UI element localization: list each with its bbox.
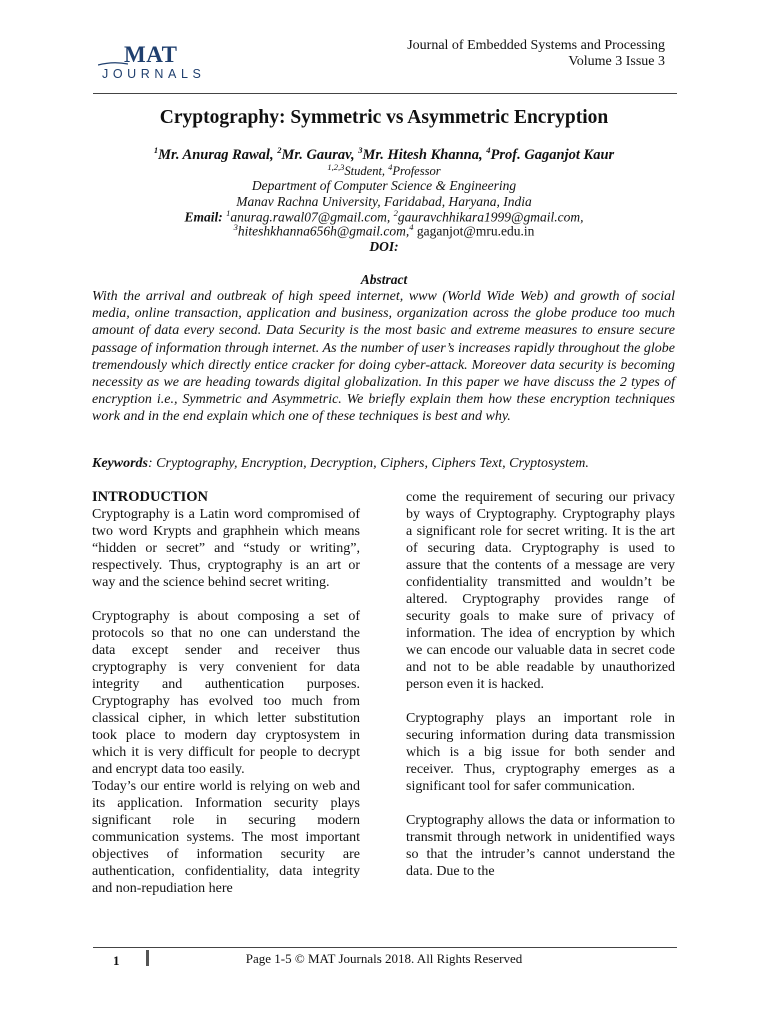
abstract-text: With the arrival and outbreak of high speed internet, www (World Wide Web) and growth of social media, online transaction, application and business, organization across the globe produce too much amount of data every second. Data Security is the most basic and extreme measures to ensure secure passage of information through internet. As the number of user’s increases rapidly throughout the globe tremendously which directly entice cracker for doing cyber-attack. Moreover data security is becoming necessity as we are heading towards digital globalization. In this paper we have discuss the 2 types of encryption i.e., Symmetric and Asymmetric. We briefly explain them how these encryption techniques work and in the end explain which one of these techniques is best and why. xyxy=(92,289,675,425)
university: Manav Rachna University, Faridabad, Haryana, India xyxy=(236,194,532,209)
email-label: Email: xyxy=(184,209,223,225)
email-sup: 4 xyxy=(409,222,414,232)
department: Department of Computer Science & Engineering xyxy=(251,178,517,193)
abstract-heading: Abstract xyxy=(360,272,408,287)
page-number: 1 xyxy=(113,953,120,968)
paragraph: Cryptography allows the data or information to transmit through network in unidentified ways so that the intruder’s cannot understand the data. Due to the xyxy=(406,813,675,879)
author-name: Mr. Gaurav, xyxy=(281,146,359,163)
paragraph: Cryptography is a Latin word compromised of two word Krypts and graphhein which means “hidden or secret” and “study or writing”, respectively. Thus, cryptography is an art or way and the science behind secret writing. xyxy=(92,507,360,590)
paragraph: Cryptography is about composing a set of protocols so that no one can understand the data except sender and receiver thus cryptography is very convenient for data integrity and authentication purposes. Cryptography has evolved too much from classical cipher, in which letter substitution took place to modern day cryptosystem in which it is very difficult for people to decrypt and encrypt data too easily. xyxy=(92,609,360,777)
author-sup: 2 xyxy=(277,145,282,155)
journal-name: Journal of Embedded Systems and Processing xyxy=(407,38,665,53)
journal-volume: Volume 3 Issue 3 xyxy=(568,54,665,69)
email-link[interactable]: hiteshkhanna656h@gmail.com, xyxy=(237,223,410,239)
role-professor: Professor xyxy=(392,164,441,179)
author-roles xyxy=(0,162,768,179)
left-column xyxy=(92,489,360,897)
author-name: Prof. Gaganjot Kaur xyxy=(490,146,615,163)
keywords xyxy=(92,456,675,472)
journal-header xyxy=(407,38,665,70)
email-sup: 1 xyxy=(226,208,231,218)
doi-label: DOI: xyxy=(369,239,399,254)
author-sup: 1 xyxy=(153,145,159,155)
footer-copyright: Page 1-5 © MAT Journals 2018. All Rights Reserved xyxy=(245,951,523,966)
email-sup: 3 xyxy=(233,222,238,232)
email-link[interactable]: gauravchhikara1999@gmail.com, xyxy=(397,209,584,225)
email-link[interactable]: gaganjot@mru.edu.in xyxy=(413,223,535,239)
author-sup: 4 xyxy=(486,145,491,155)
footer-divider xyxy=(93,947,677,948)
keywords-label: Keywords xyxy=(92,456,148,471)
author-sup: 3 xyxy=(358,145,363,155)
paragraph: Today’s our entire world is relying on web and its application. Information security plays significant role in securing modern communication systems. The most important objectives of information security are authentication, confidentiality, data integrity and non-repudiation here xyxy=(92,779,360,896)
header-divider xyxy=(93,93,677,94)
logo-journals-text: JOURNALS xyxy=(102,67,206,81)
email-sup: 2 xyxy=(393,208,398,218)
paragraph: Cryptography plays an important role in securing information during data transmission which is a big issue for both sender and receiver. Thus, cryptography emerges as a significant tool for safer communication. xyxy=(406,711,675,794)
author-list xyxy=(0,145,768,164)
right-column xyxy=(406,489,675,880)
author-name: Mr. Anurag Rawal, xyxy=(158,146,278,163)
role-student: Student, xyxy=(344,164,389,179)
logo-mat-text: MAT xyxy=(124,42,178,67)
role-sup: 1,2,3 xyxy=(327,162,345,172)
author-name: Mr. Hitesh Khanna, xyxy=(362,146,487,163)
paragraph: come the requirement of securing our privacy by ways of Cryptography. Cryptography plays a significant role for secret writing. It is the art of securing data. Cryptography is used to assure that the contents of a message are very confidentiality transmitted and wouldn’t be altered. Cryptography provides range of security goals to make sure of privacy of information. The idea of encryption by which we can encode our valuable data in secret code and not to be able readable by unauthorized person even it is hacked. xyxy=(406,490,675,692)
role-sup: 4 xyxy=(388,162,393,172)
email-link[interactable]: anurag.rawal07@gmail.com, xyxy=(230,209,394,225)
introduction-heading: INTRODUCTION xyxy=(92,489,209,505)
mat-journals-logo xyxy=(98,42,210,86)
keywords-text: : Cryptography, Encryption, Decryption, Ciphers, Ciphers Text, Cryptosystem. xyxy=(148,456,589,471)
paper-title: Cryptography: Symmetric vs Asymmetric Encryption xyxy=(159,107,609,128)
email-line-2 xyxy=(0,222,768,240)
